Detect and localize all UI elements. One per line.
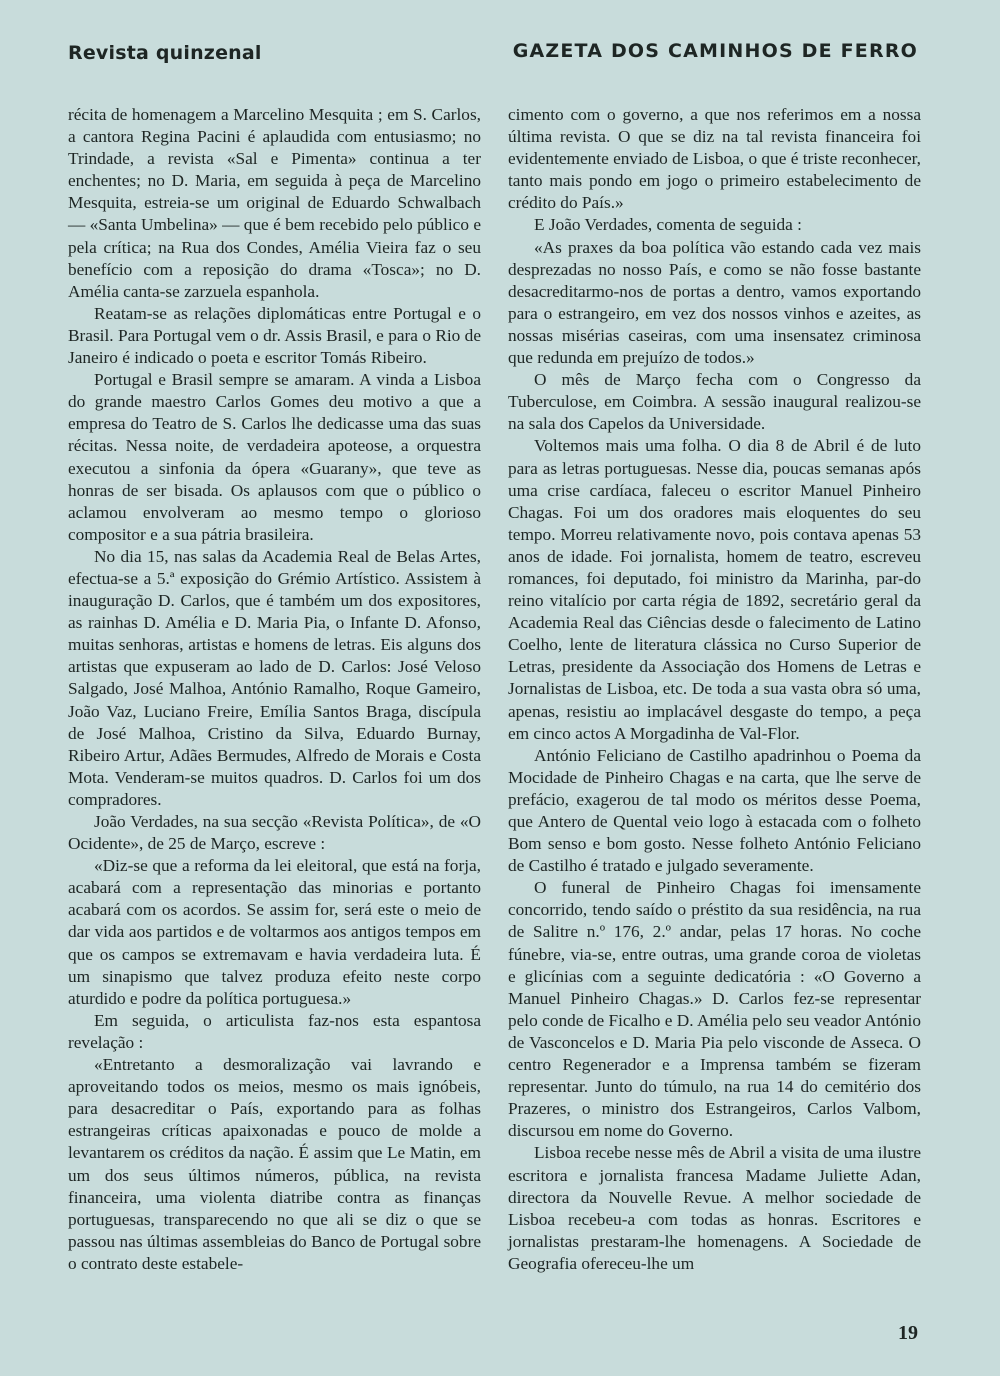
paragraph: Em seguida, o articulista faz-nos esta espantosa revelação : (68, 1010, 481, 1052)
paragraph: João Verdades, na sua secção «Revista Política», de «O Ocidente», de 25 de Março, escreve : (68, 812, 481, 854)
quote-paragraph: «As praxes da boa política vão estando cada vez mais desprezadas no nosso País, e como se não fosse bastante desacreditarmo-nos de portas a dentro, vamos exportando para o estrangeiro, em vez dos nossos vinhos e azeites, as nossas misérias caseiras, com uma insensatez criminosa que redunda em prejuízo de todos.» (508, 237, 921, 368)
paragraph: cimento com o governo, a que nos referimos em a nossa última revista. O que se diz na tal revista financeira foi evidentemente enviado de Lisboa, o que é triste reconhecer, tanto mais pondo em jogo o primeiro estabelecimento de crédito do País.» (508, 105, 921, 213)
paragraph: O mês de Março fecha com o Congresso da Tuberculose, em Coimbra. A sessão inaugural realizou-se na sala dos Capelos da Universidade. (508, 370, 921, 434)
paragraph: E João Verdades, comenta de seguida : (534, 215, 802, 235)
page-number: 19 (898, 1322, 918, 1344)
right-column (508, 104, 921, 1275)
left-column (68, 104, 481, 1275)
paragraph: Reatam-se as relações diplomáticas entre Portugal e o Brasil. Para Portugal vem o dr. Assis Brasil, e para o Rio de Janeiro é indicado o poeta e escritor Tomás Ribeiro. (68, 303, 481, 368)
paragraph: Portugal e Brasil sempre se amaram. A vinda a Lisboa do grande maestro Carlos Gomes deu motivo a que a empresa do Teatro de S. Carlos lhe dedicasse uma das suas récitas. Nessa noite, de verdadeira apoteose, a orquestra executou a sinfonia da ópera «Guarany», que teve as honras de ser bisada. Os aplausos com que o público o aclamou envolveram ao mesmo tempo o glorioso compositor e a sua pátria brasileira. (68, 370, 481, 544)
paragraph: No dia 15, nas salas da Academia Real de Belas Artes, efectua-se a 5.ª exposição do Grémio Artístico. Assistem à inauguração D. Carlos, que é também um dos expositores, as rainhas D. Amélia e D. Maria Pia, o Infante D. Afonso, muitas senhoras, artistas e homens de letras. Eis alguns dos artistas que expuseram ao lado de D. Carlos: José Veloso Salgado, José Malhoa, António Ramalho, Roque Gameiro, João Vaz, Luciano Freire, Emília Santos Braga, discípula de José Malhoa, Cristino da Silva, Eduardo Burnay, Ribeiro Artur, Adães Bermudes, Alfredo de Morais e Costa Mota. Venderam-se muitos quadros. D. Carlos foi um dos compradores. (68, 546, 481, 809)
paragraph: Voltemos mais uma folha. O dia 8 de Abril é de luto para as letras portuguesas. Nesse dia, poucas semanas após uma crise cardíaca, faleceu o escritor Manuel Pinheiro Chagas. Foi um dos oradores mais eloquentes do seu tempo. Morreu relativamente novo, pois contava apenas 53 anos de idade. Foi jornalista, homem de teatro, escreveu romances, foi deputado, foi ministro da Marinha, par-do reino vitalício por carta régia de 1892, secretário geral da Academia Real das Ciências desde o falecimento de Latino Coelho, lente de literatura clássica no Curso Superior de Letras, presidente da Associação dos Homens de Letras e Jornalistas de Lisboa, etc. De toda a sua vasta obra só uma, apenas, resistiu ao implacável desgaste do tempo, a peça em cinco actos A Morgadinha de Val-Flor. (508, 436, 921, 743)
paragraph: récita de homenagem a Marcelino Mesquita ; em S. Carlos, a cantora Regina Pacini é aplaudida com entusiasmo; no Trindade, a revista «Sal e Pimenta» continua a ter enchentes; no D. Maria, em seguida à peça de Marcelino Mesquita, estreia-se um original de Eduardo Schwalbach — «Santa Umbelina» — que é bem recebido pelo público e pela crítica; na Rua dos Condes, Amélia Vieira faz o seu benefício com a reposição do drama «Tosca»; no D. Amélia canta-se zarzuela espanhola. (68, 105, 481, 301)
quote-paragraph: «Diz-se que a reforma da lei eleitoral, que está na forja, acabará com a representação das minorias e portanto acabará com os acordos. Se assim for, será este o meio de dar vida aos partidos e de voltarmos aos antigos tempos em que os campos se extremavam e havia verdadeira luta. É um sinapismo que talvez produza efeito neste corpo aturdido e podre da política portuguesa.» (68, 856, 481, 1008)
running-header-right: GAZETA DOS CAMINHOS DE FERRO (512, 40, 918, 62)
running-header-left: Revista quinzenal (68, 42, 262, 64)
paragraph: António Feliciano de Castilho apadrinhou o Poema da Mocidade de Pinheiro Chagas e na carta, que lhe serve de prefácio, exagerou de tal modo os méritos desse Poema, que Antero de Quental veio logo à estacada com o folheto Bom senso e bom gosto. Nesse folheto António Feliciano de Castilho é tratado e julgado severamente. (508, 745, 921, 876)
paragraph: Lisboa recebe nesse mês de Abril a visita de uma ilustre escritora e jornalista francesa Madame Juliette Adan, directora da Nouvelle Revue. A melhor sociedade de Lisboa recebeu-a com todas as honras. Escritores e jornalistas prestaram-lhe homenagens. A Sociedade de Geografia ofereceu-lhe um (508, 1143, 921, 1273)
quote-paragraph: «Entretanto a desmoralização vai lavrando e aproveitando todos os meios, mesmo os mais ignóbeis, para desacreditar o País, exportando para as folhas estrangeiras críticas apaixonadas e pouco de molde a levantarem os créditos da nação. É assim que Le Matin, em um dos seus últimos números, pública, na revista financeira, uma violenta diatribe contra as finanças portuguesas, transparecendo no que ali se diz o que se passou nas últimas assembleias do Banco de Portugal sobre o contrato deste estabele- (68, 1055, 481, 1273)
paragraph: O funeral de Pinheiro Chagas foi imensamente concorrido, tendo saído o préstito da sua residência, na rua de Salitre n.º 176, 2.º andar, pelas 17 horas. No coche fúnebre, via-se, entre outras, uma grande coroa de violetas e glicínias com a seguinte dedicatória : «O Governo a Manuel Pinheiro Chagas.» D. Carlos fez-se representar pelo conde de Ficalho e D. Amélia pelo seu veador António de Vasconcelos e D. Maria Pia pelo visconde de Asseca. O centro Regenerador e a Imprensa também se fizeram representar. Junto do túmulo, na rua 14 do cemitério dos Prazeres, o ministro dos Estrangeiros, Carlos Valbom, discursou em nome do Governo. (508, 878, 921, 1141)
